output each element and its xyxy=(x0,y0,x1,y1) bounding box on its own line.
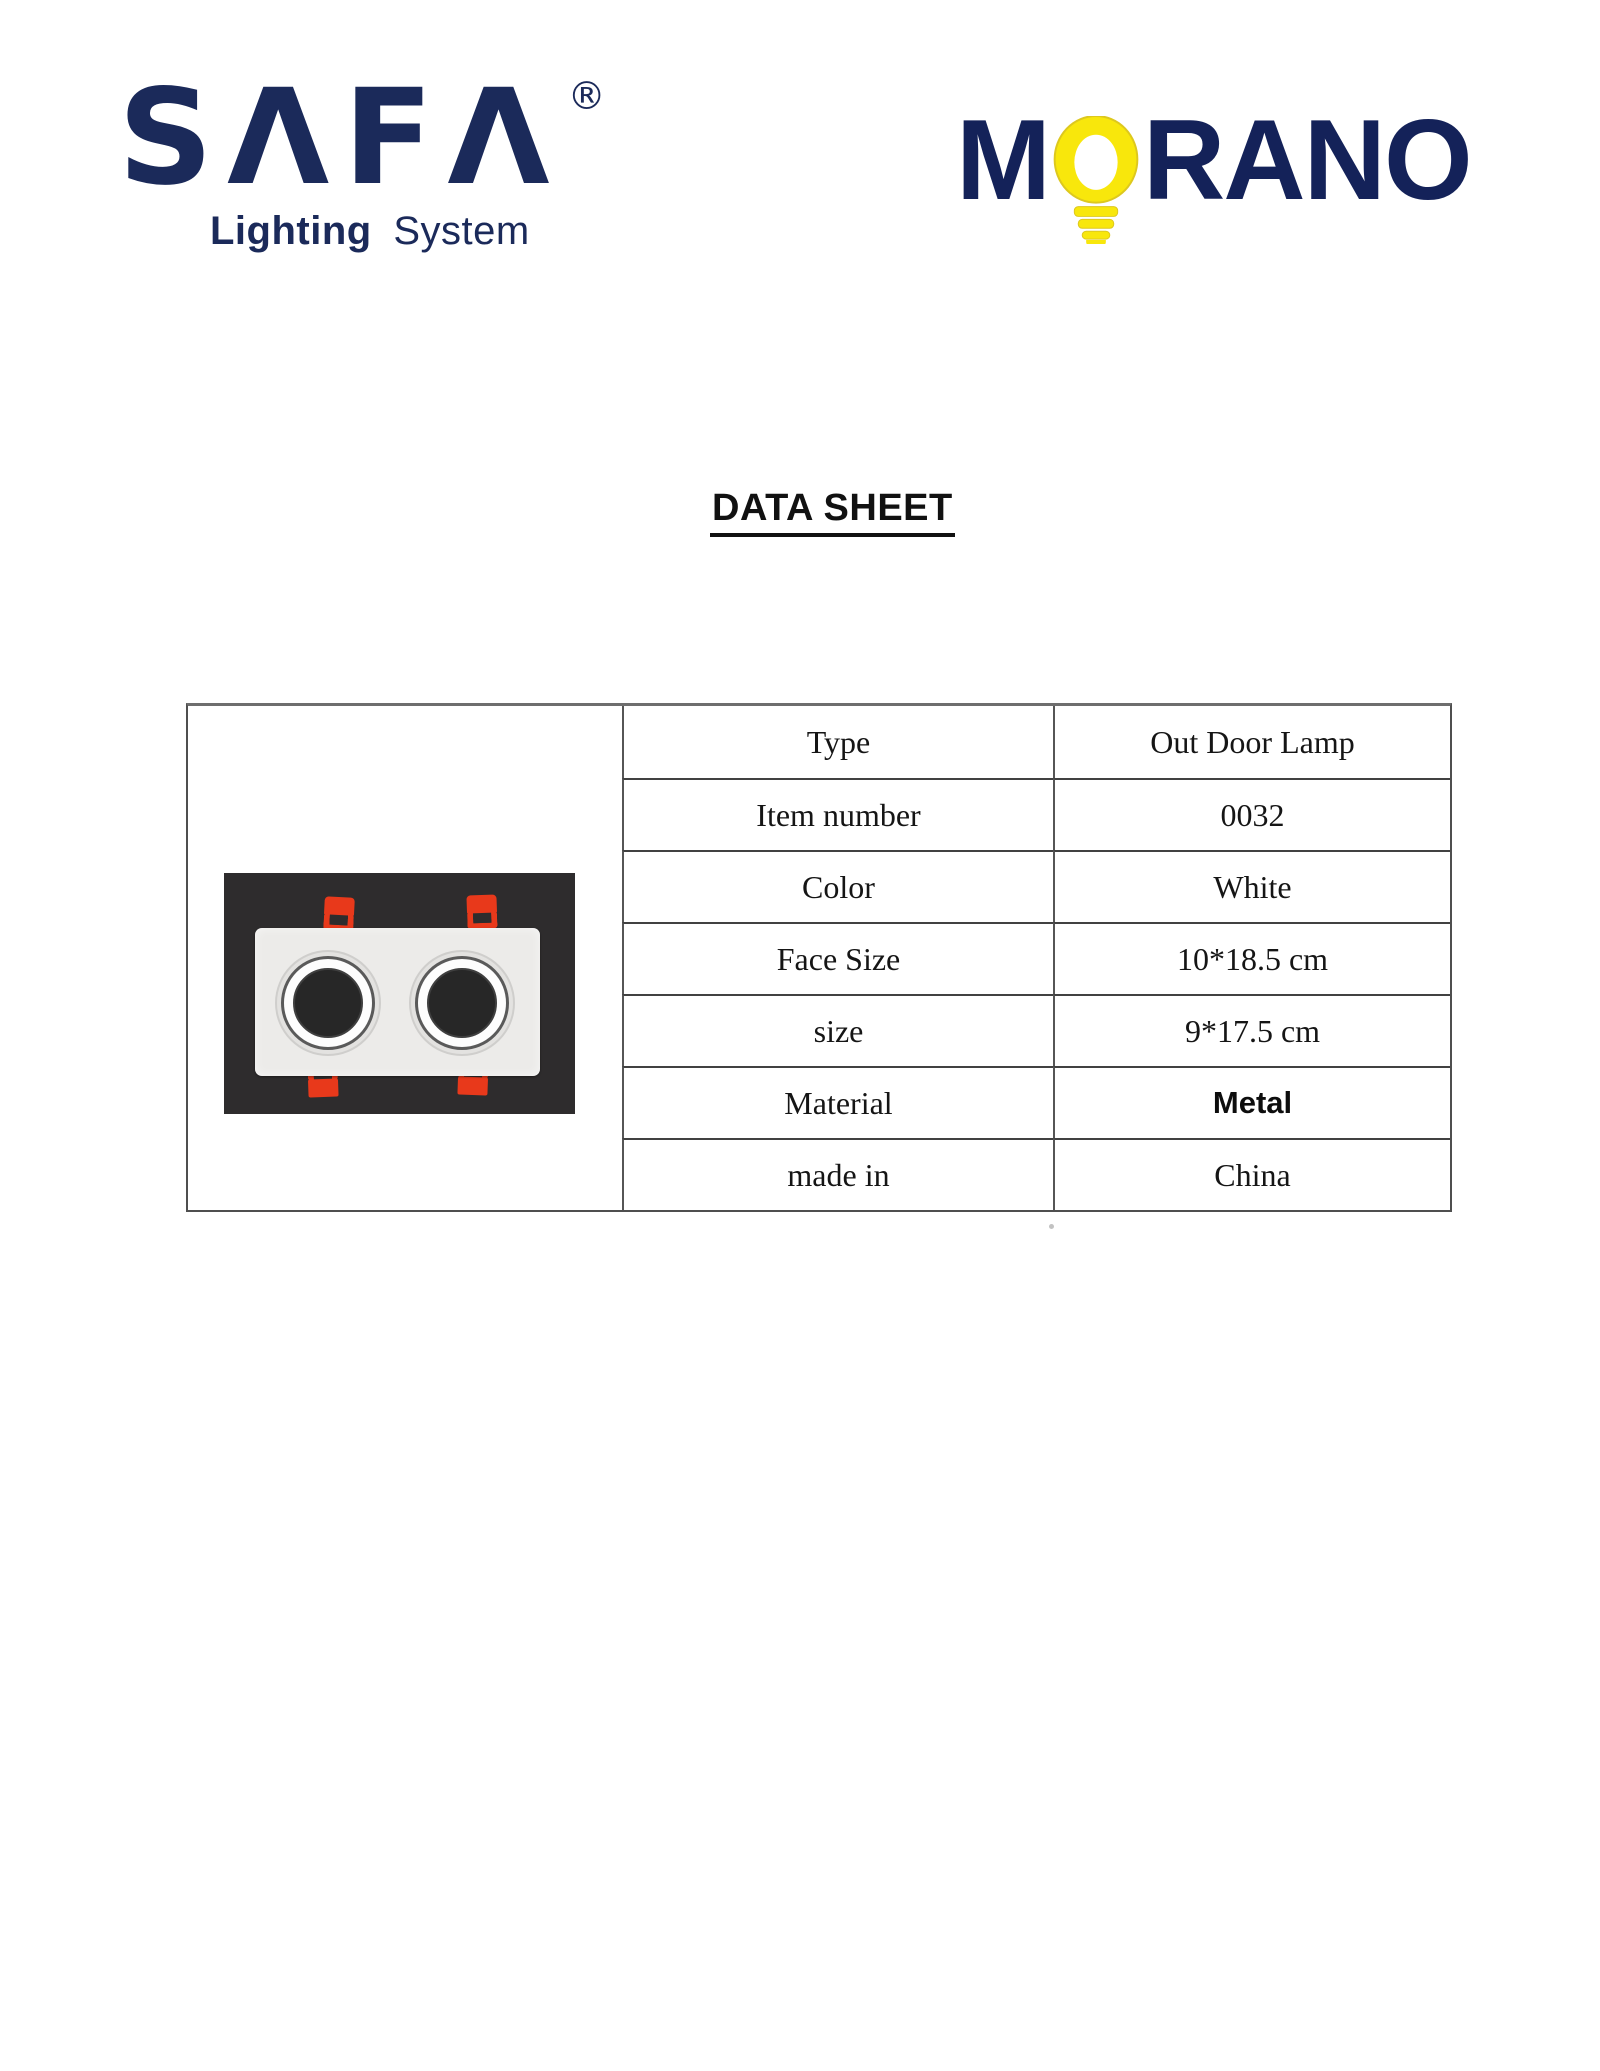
page-title: DATA SHEET xyxy=(710,487,955,537)
spec-label: Type xyxy=(622,706,1053,778)
morano-letter-m: M xyxy=(956,97,1049,224)
spec-value: 10*18.5 cm xyxy=(1053,922,1450,994)
safa-logo xyxy=(118,61,606,254)
safa-tagline-lighting: Lighting xyxy=(210,209,372,254)
registered-trademark-icon: ® xyxy=(567,74,606,118)
spring-clip-icon xyxy=(323,896,355,932)
morano-letters-rano: RANO xyxy=(1142,97,1471,224)
spec-value: Metal xyxy=(1053,1066,1450,1138)
spec-value: 9*17.5 cm xyxy=(1053,994,1450,1066)
spec-table xyxy=(186,703,1452,1212)
spec-label: Color xyxy=(622,850,1053,922)
downlight-face-plate xyxy=(255,928,540,1076)
spec-value: White xyxy=(1053,850,1450,922)
spec-label: made in xyxy=(622,1138,1053,1210)
lightbulb-icon xyxy=(1052,116,1140,244)
spec-label: Material xyxy=(622,1066,1053,1138)
safa-tagline xyxy=(210,209,606,254)
spec-label: size xyxy=(622,994,1053,1066)
spotlight-hole-left xyxy=(281,956,375,1050)
spring-clip-icon xyxy=(466,894,497,929)
spec-value: Out Door Lamp xyxy=(1053,706,1450,778)
safa-tagline-system: System xyxy=(393,209,530,254)
product-photo-cell xyxy=(188,706,622,1210)
scan-artifact-dot xyxy=(1049,1224,1054,1229)
spotlight-hole-right xyxy=(415,956,509,1050)
spec-label: Face Size xyxy=(622,922,1053,994)
morano-logo xyxy=(956,97,1471,244)
product-photo xyxy=(224,873,575,1114)
spec-value: China xyxy=(1053,1138,1450,1210)
spec-label: Item number xyxy=(622,778,1053,850)
spec-value: 0032 xyxy=(1053,778,1450,850)
safa-wordmark: SΛFΛ xyxy=(118,61,564,215)
